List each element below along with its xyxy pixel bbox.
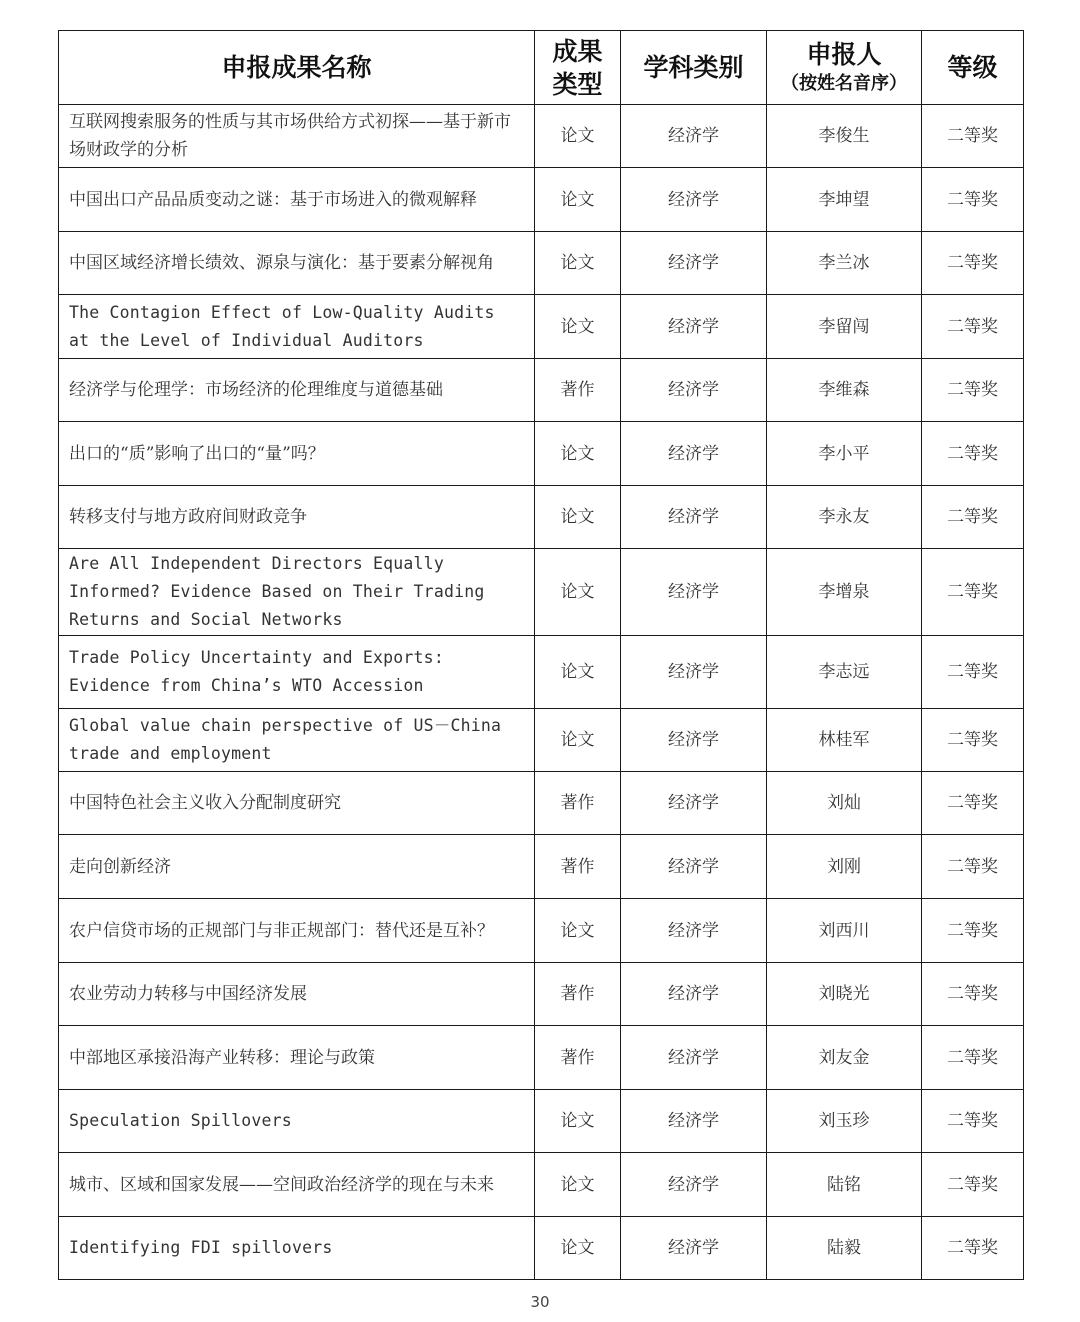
cell-discipline: 经济学 <box>621 899 767 963</box>
cell-grade: 二等奖 <box>922 486 1024 549</box>
cell-title: Trade Policy Uncertainty and Exports: Evidence from China’s WTO Accession <box>59 636 535 709</box>
cell-grade: 二等奖 <box>922 295 1024 359</box>
cell-discipline: 经济学 <box>621 963 767 1026</box>
cell-grade: 二等奖 <box>922 772 1024 835</box>
cell-applicant: 李维森 <box>767 359 922 422</box>
header-type: 成果 类型 <box>535 31 621 105</box>
table-row <box>59 963 1024 1026</box>
cell-title: The Contagion Effect of Low-Quality Audits at the Level of Individual Auditors <box>59 295 535 359</box>
cell-type: 论文 <box>535 486 621 549</box>
table-body <box>59 105 1024 1280</box>
cell-grade: 二等奖 <box>922 1026 1024 1090</box>
cell-grade: 二等奖 <box>922 963 1024 1026</box>
cell-title: 互联网搜索服务的性质与其市场供给方式初探——基于新市场财政学的分析 <box>59 105 535 168</box>
cell-discipline: 经济学 <box>621 1026 767 1090</box>
cell-type: 论文 <box>535 105 621 168</box>
cell-discipline: 经济学 <box>621 168 767 232</box>
cell-applicant: 刘友金 <box>767 1026 922 1090</box>
header-discipline: 学科类别 <box>621 31 767 105</box>
cell-discipline: 经济学 <box>621 549 767 636</box>
cell-grade: 二等奖 <box>922 899 1024 963</box>
cell-grade: 二等奖 <box>922 105 1024 168</box>
cell-grade: 二等奖 <box>922 709 1024 772</box>
cell-grade: 二等奖 <box>922 835 1024 899</box>
cell-grade: 二等奖 <box>922 549 1024 636</box>
cell-type: 著作 <box>535 963 621 1026</box>
cell-title: Global value chain perspective of US－China trade and employment <box>59 709 535 772</box>
cell-type: 论文 <box>535 1153 621 1217</box>
table-row <box>59 772 1024 835</box>
cell-title: 中部地区承接沿海产业转移：理论与政策 <box>59 1026 535 1090</box>
cell-grade: 二等奖 <box>922 1153 1024 1217</box>
cell-grade: 二等奖 <box>922 168 1024 232</box>
cell-applicant: 李志远 <box>767 636 922 709</box>
table-row <box>59 709 1024 772</box>
cell-title: 转移支付与地方政府间财政竞争 <box>59 486 535 549</box>
cell-discipline: 经济学 <box>621 422 767 486</box>
header-row <box>59 31 1024 105</box>
cell-discipline: 经济学 <box>621 359 767 422</box>
cell-discipline: 经济学 <box>621 1153 767 1217</box>
cell-type: 论文 <box>535 549 621 636</box>
table-row <box>59 549 1024 636</box>
table-row <box>59 295 1024 359</box>
award-table <box>58 30 1024 1280</box>
cell-type: 论文 <box>535 636 621 709</box>
cell-applicant: 陆铭 <box>767 1153 922 1217</box>
header-title: 申报成果名称 <box>59 31 535 105</box>
cell-applicant: 李增泉 <box>767 549 922 636</box>
table-row <box>59 168 1024 232</box>
header-applicant: 申报人 （按姓名音序） <box>767 31 922 105</box>
table-row <box>59 1026 1024 1090</box>
cell-applicant: 刘刚 <box>767 835 922 899</box>
cell-type: 著作 <box>535 1026 621 1090</box>
cell-type: 著作 <box>535 835 621 899</box>
cell-title: 走向创新经济 <box>59 835 535 899</box>
table-row <box>59 1090 1024 1153</box>
cell-type: 论文 <box>535 1090 621 1153</box>
page-number: 30 <box>530 1293 550 1311</box>
cell-title: 城市、区域和国家发展——空间政治经济学的现在与未来 <box>59 1153 535 1217</box>
cell-type: 论文 <box>535 422 621 486</box>
table-row <box>59 359 1024 422</box>
cell-applicant: 林桂军 <box>767 709 922 772</box>
cell-type: 论文 <box>535 1217 621 1280</box>
cell-type: 论文 <box>535 709 621 772</box>
cell-title: Identifying FDI spillovers <box>59 1217 535 1280</box>
table-row <box>59 422 1024 486</box>
cell-type: 论文 <box>535 295 621 359</box>
table-row <box>59 835 1024 899</box>
cell-title: 出口的“质”影响了出口的“量”吗？ <box>59 422 535 486</box>
cell-title: 中国出口产品品质变动之谜：基于市场进入的微观解释 <box>59 168 535 232</box>
cell-discipline: 经济学 <box>621 1090 767 1153</box>
cell-discipline: 经济学 <box>621 1217 767 1280</box>
cell-discipline: 经济学 <box>621 835 767 899</box>
table-header <box>59 31 1024 105</box>
table-row <box>59 636 1024 709</box>
cell-title: 农业劳动力转移与中国经济发展 <box>59 963 535 1026</box>
cell-applicant: 刘西川 <box>767 899 922 963</box>
cell-title: 中国特色社会主义收入分配制度研究 <box>59 772 535 835</box>
cell-title: 中国区域经济增长绩效、源泉与演化：基于要素分解视角 <box>59 232 535 295</box>
cell-grade: 二等奖 <box>922 422 1024 486</box>
cell-grade: 二等奖 <box>922 232 1024 295</box>
cell-type: 论文 <box>535 232 621 295</box>
cell-discipline: 经济学 <box>621 709 767 772</box>
header-grade: 等级 <box>922 31 1024 105</box>
cell-title: 经济学与伦理学：市场经济的伦理维度与道德基础 <box>59 359 535 422</box>
cell-applicant: 李俊生 <box>767 105 922 168</box>
cell-applicant: 刘灿 <box>767 772 922 835</box>
cell-type: 著作 <box>535 359 621 422</box>
table-row <box>59 105 1024 168</box>
cell-applicant: 陆毅 <box>767 1217 922 1280</box>
table-row <box>59 899 1024 963</box>
cell-title: 农户信贷市场的正规部门与非正规部门：替代还是互补？ <box>59 899 535 963</box>
table-row <box>59 1153 1024 1217</box>
cell-grade: 二等奖 <box>922 1090 1024 1153</box>
cell-applicant: 李小平 <box>767 422 922 486</box>
cell-grade: 二等奖 <box>922 359 1024 422</box>
cell-discipline: 经济学 <box>621 105 767 168</box>
cell-discipline: 经济学 <box>621 636 767 709</box>
cell-applicant: 刘晓光 <box>767 963 922 1026</box>
cell-discipline: 经济学 <box>621 295 767 359</box>
table-row <box>59 486 1024 549</box>
table-row <box>59 232 1024 295</box>
table-row <box>59 1217 1024 1280</box>
cell-grade: 二等奖 <box>922 1217 1024 1280</box>
cell-applicant: 李兰冰 <box>767 232 922 295</box>
cell-applicant: 李坤望 <box>767 168 922 232</box>
cell-discipline: 经济学 <box>621 232 767 295</box>
cell-type: 论文 <box>535 899 621 963</box>
cell-type: 论文 <box>535 168 621 232</box>
cell-discipline: 经济学 <box>621 772 767 835</box>
cell-applicant: 李留闯 <box>767 295 922 359</box>
cell-type: 著作 <box>535 772 621 835</box>
cell-discipline: 经济学 <box>621 486 767 549</box>
cell-applicant: 刘玉珍 <box>767 1090 922 1153</box>
cell-grade: 二等奖 <box>922 636 1024 709</box>
cell-title: Are All Independent Directors Equally Informed? Evidence Based on Their Trading Returns and Social Networks <box>59 549 535 636</box>
cell-applicant: 李永友 <box>767 486 922 549</box>
cell-title: Speculation Spillovers <box>59 1090 535 1153</box>
header-applicant-note: （按姓名音序） <box>781 73 907 94</box>
